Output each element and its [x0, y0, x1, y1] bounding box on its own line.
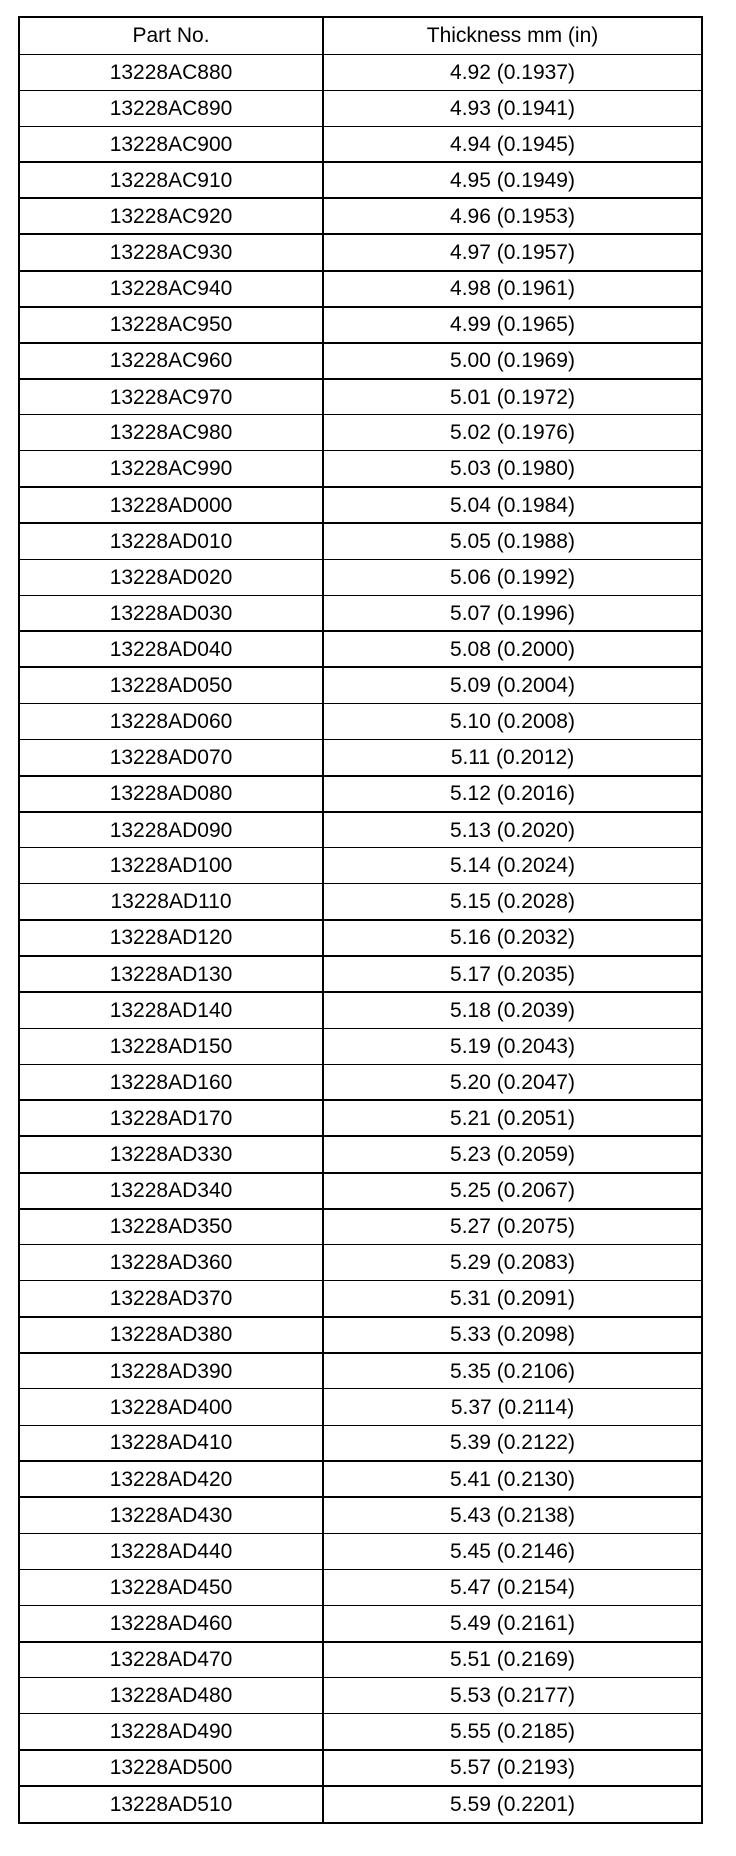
part-number-cell: 13228AD090 — [20, 812, 323, 848]
table-row — [20, 1389, 701, 1425]
table-body — [20, 54, 701, 1822]
table-row — [20, 703, 701, 739]
part-number-cell: 13228AC910 — [20, 162, 323, 198]
part-number-cell: 13228AC960 — [20, 343, 323, 379]
thickness-cell: 4.95 (0.1949) — [323, 162, 701, 198]
table-row — [20, 1100, 701, 1136]
thickness-cell: 5.41 (0.2130) — [323, 1461, 701, 1497]
table-row — [20, 1064, 701, 1100]
table-row — [20, 307, 701, 343]
thickness-cell: 5.01 (0.1972) — [323, 379, 701, 415]
part-number-cell: 13228AD080 — [20, 776, 323, 812]
thickness-cell: 4.96 (0.1953) — [323, 198, 701, 234]
thickness-cell: 5.12 (0.2016) — [323, 776, 701, 812]
thickness-cell: 5.03 (0.1980) — [323, 451, 701, 487]
part-number-cell: 13228AD390 — [20, 1353, 323, 1389]
thickness-cell: 4.99 (0.1965) — [323, 307, 701, 343]
table-row — [20, 667, 701, 703]
part-number-cell: 13228AD020 — [20, 559, 323, 595]
table-row — [20, 1425, 701, 1461]
part-no-header: Part No. — [20, 18, 323, 54]
table-row — [20, 1678, 701, 1714]
thickness-cell: 4.93 (0.1941) — [323, 90, 701, 126]
table-row — [20, 920, 701, 956]
thickness-header: Thickness mm (in) — [323, 18, 701, 54]
part-number-cell: 13228AC880 — [20, 54, 323, 90]
thickness-cell: 5.55 (0.2185) — [323, 1714, 701, 1750]
part-number-cell: 13228AD440 — [20, 1533, 323, 1569]
thickness-cell: 5.59 (0.2201) — [323, 1786, 701, 1822]
thickness-cell: 5.57 (0.2193) — [323, 1750, 701, 1786]
thickness-cell: 5.21 (0.2051) — [323, 1100, 701, 1136]
part-number-cell: 13228AD100 — [20, 848, 323, 884]
part-number-cell: 13228AD170 — [20, 1100, 323, 1136]
table-row — [20, 343, 701, 379]
thickness-table — [20, 18, 701, 1822]
thickness-cell: 4.92 (0.1937) — [323, 54, 701, 90]
part-number-cell: 13228AD430 — [20, 1497, 323, 1533]
table-row — [20, 740, 701, 776]
table-row — [20, 1245, 701, 1281]
thickness-cell: 5.18 (0.2039) — [323, 992, 701, 1028]
thickness-cell: 5.13 (0.2020) — [323, 812, 701, 848]
table-row — [20, 631, 701, 667]
part-number-cell: 13228AD500 — [20, 1750, 323, 1786]
table-row — [20, 1281, 701, 1317]
part-number-cell: 13228AD070 — [20, 740, 323, 776]
thickness-cell: 4.97 (0.1957) — [323, 234, 701, 270]
thickness-cell: 5.08 (0.2000) — [323, 631, 701, 667]
thickness-cell: 5.16 (0.2032) — [323, 920, 701, 956]
part-number-cell: 13228AD420 — [20, 1461, 323, 1497]
part-number-cell: 13228AD340 — [20, 1173, 323, 1209]
thickness-cell: 5.19 (0.2043) — [323, 1028, 701, 1064]
part-number-cell: 13228AD040 — [20, 631, 323, 667]
part-number-cell: 13228AD410 — [20, 1425, 323, 1461]
thickness-cell: 5.20 (0.2047) — [323, 1064, 701, 1100]
table-row — [20, 1209, 701, 1245]
part-number-cell: 13228AD450 — [20, 1569, 323, 1605]
table-row — [20, 415, 701, 451]
part-number-cell: 13228AC970 — [20, 379, 323, 415]
table-row — [20, 776, 701, 812]
thickness-cell: 4.98 (0.1961) — [323, 271, 701, 307]
part-number-cell: 13228AC920 — [20, 198, 323, 234]
part-number-cell: 13228AD150 — [20, 1028, 323, 1064]
table-row — [20, 379, 701, 415]
part-number-cell: 13228AC890 — [20, 90, 323, 126]
table-row — [20, 992, 701, 1028]
part-number-cell: 13228AD460 — [20, 1605, 323, 1641]
table-row — [20, 487, 701, 523]
part-number-cell: 13228AD510 — [20, 1786, 323, 1822]
table-row — [20, 884, 701, 920]
thickness-cell: 5.53 (0.2177) — [323, 1678, 701, 1714]
table-row — [20, 90, 701, 126]
table-row — [20, 271, 701, 307]
part-number-cell: 13228AC990 — [20, 451, 323, 487]
thickness-cell: 5.47 (0.2154) — [323, 1569, 701, 1605]
table-row — [20, 198, 701, 234]
part-number-cell: 13228AD470 — [20, 1642, 323, 1678]
table-row — [20, 848, 701, 884]
thickness-cell: 5.02 (0.1976) — [323, 415, 701, 451]
thickness-cell: 5.27 (0.2075) — [323, 1209, 701, 1245]
part-number-cell: 13228AD480 — [20, 1678, 323, 1714]
table-row — [20, 451, 701, 487]
thickness-cell: 5.17 (0.2035) — [323, 956, 701, 992]
part-number-cell: 13228AC940 — [20, 271, 323, 307]
table-row — [20, 559, 701, 595]
table-row — [20, 1533, 701, 1569]
table-row — [20, 1750, 701, 1786]
part-number-cell: 13228AC980 — [20, 415, 323, 451]
thickness-cell: 5.37 (0.2114) — [323, 1389, 701, 1425]
thickness-cell: 5.15 (0.2028) — [323, 884, 701, 920]
thickness-cell: 5.06 (0.1992) — [323, 559, 701, 595]
thickness-cell: 5.33 (0.2098) — [323, 1317, 701, 1353]
table-row — [20, 1714, 701, 1750]
thickness-cell: 5.43 (0.2138) — [323, 1497, 701, 1533]
part-number-cell: 13228AC950 — [20, 307, 323, 343]
part-number-cell: 13228AD380 — [20, 1317, 323, 1353]
table-row — [20, 234, 701, 270]
table-row — [20, 1136, 701, 1172]
part-number-cell: 13228AC930 — [20, 234, 323, 270]
table-row — [20, 126, 701, 162]
part-number-cell: 13228AD140 — [20, 992, 323, 1028]
thickness-cell: 5.31 (0.2091) — [323, 1281, 701, 1317]
header-row — [20, 18, 701, 54]
part-number-cell: 13228AC900 — [20, 126, 323, 162]
thickness-cell: 5.29 (0.2083) — [323, 1245, 701, 1281]
part-number-cell: 13228AD490 — [20, 1714, 323, 1750]
table-row — [20, 1317, 701, 1353]
table-row — [20, 1028, 701, 1064]
table-row — [20, 956, 701, 992]
part-number-cell: 13228AD130 — [20, 956, 323, 992]
part-number-cell: 13228AD330 — [20, 1136, 323, 1172]
part-number-cell: 13228AD060 — [20, 703, 323, 739]
part-number-cell: 13228AD000 — [20, 487, 323, 523]
thickness-cell: 5.23 (0.2059) — [323, 1136, 701, 1172]
thickness-cell: 5.05 (0.1988) — [323, 523, 701, 559]
table-row — [20, 1461, 701, 1497]
table-row — [20, 1353, 701, 1389]
table-row — [20, 1497, 701, 1533]
thickness-table-frame — [18, 16, 703, 1824]
table-row — [20, 812, 701, 848]
part-number-cell: 13228AD030 — [20, 595, 323, 631]
thickness-cell: 5.07 (0.1996) — [323, 595, 701, 631]
thickness-cell: 5.35 (0.2106) — [323, 1353, 701, 1389]
thickness-cell: 5.09 (0.2004) — [323, 667, 701, 703]
part-number-cell: 13228AD360 — [20, 1245, 323, 1281]
thickness-cell: 5.04 (0.1984) — [323, 487, 701, 523]
part-number-cell: 13228AD120 — [20, 920, 323, 956]
table-row — [20, 162, 701, 198]
thickness-cell: 5.45 (0.2146) — [323, 1533, 701, 1569]
thickness-cell: 5.14 (0.2024) — [323, 848, 701, 884]
part-number-cell: 13228AD160 — [20, 1064, 323, 1100]
part-number-cell: 13228AD050 — [20, 667, 323, 703]
part-number-cell: 13228AD400 — [20, 1389, 323, 1425]
table-row — [20, 523, 701, 559]
table-row — [20, 54, 701, 90]
table-row — [20, 595, 701, 631]
part-number-cell: 13228AD010 — [20, 523, 323, 559]
table-row — [20, 1642, 701, 1678]
thickness-cell: 5.25 (0.2067) — [323, 1173, 701, 1209]
thickness-cell: 4.94 (0.1945) — [323, 126, 701, 162]
thickness-cell: 5.39 (0.2122) — [323, 1425, 701, 1461]
thickness-cell: 5.51 (0.2169) — [323, 1642, 701, 1678]
thickness-cell: 5.49 (0.2161) — [323, 1605, 701, 1641]
table-row — [20, 1569, 701, 1605]
thickness-cell: 5.00 (0.1969) — [323, 343, 701, 379]
table-row — [20, 1605, 701, 1641]
part-number-cell: 13228AD110 — [20, 884, 323, 920]
thickness-cell: 5.10 (0.2008) — [323, 703, 701, 739]
table-row — [20, 1786, 701, 1822]
table-row — [20, 1173, 701, 1209]
part-number-cell: 13228AD350 — [20, 1209, 323, 1245]
part-number-cell: 13228AD370 — [20, 1281, 323, 1317]
thickness-cell: 5.11 (0.2012) — [323, 740, 701, 776]
